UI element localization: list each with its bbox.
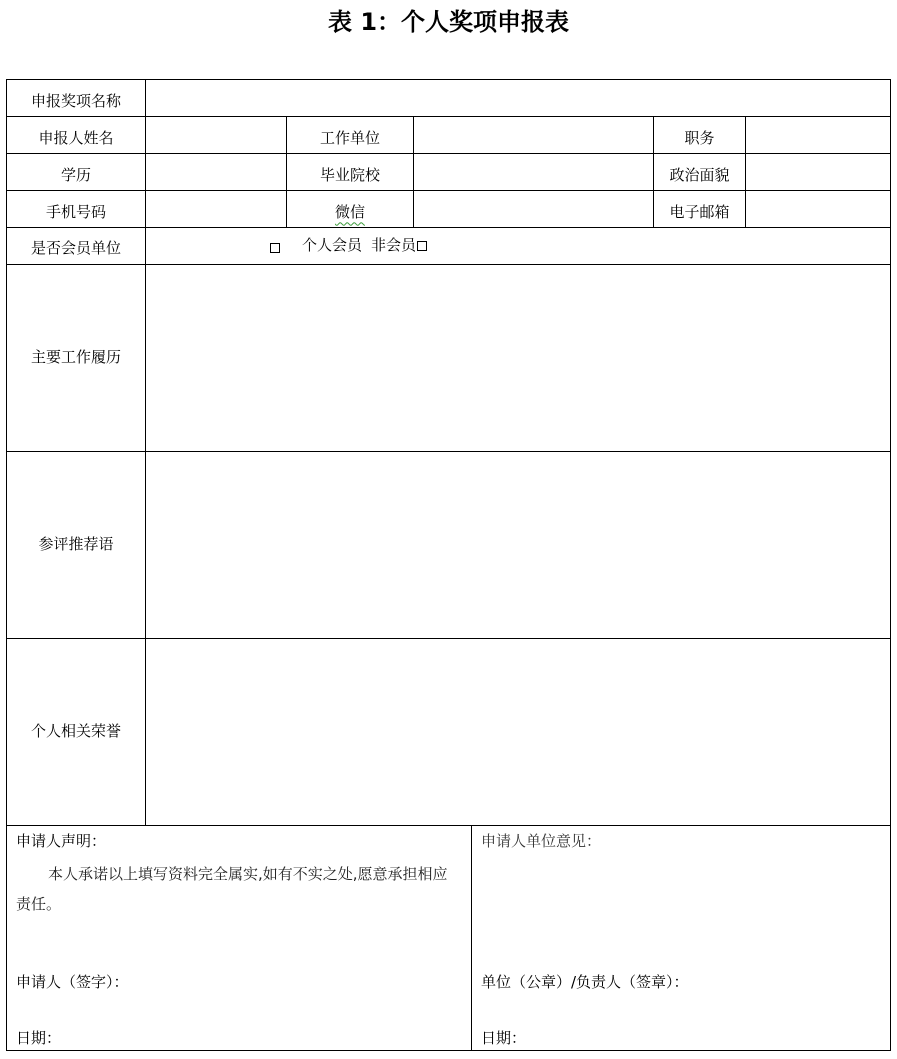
recommendation-field[interactable]: [146, 452, 891, 639]
declaration-date-label: 日期：: [16, 1029, 62, 1047]
form-title: 表 1：个人奖项申报表: [327, 8, 570, 36]
email-field[interactable]: [746, 191, 891, 228]
unit-opinion-heading: 申请人单位意见：: [481, 832, 602, 850]
individual-member-option: 个人会员: [302, 236, 363, 255]
non-member-checkbox[interactable]: [417, 241, 427, 251]
declaration-text: 本人承诺以上填写资料完全属实,如有不实之处,愿意承担相应责任。: [16, 865, 448, 913]
wechat-field[interactable]: [414, 191, 654, 228]
award-name-label: 申报奖项名称: [7, 80, 146, 117]
applicant-declaration: [7, 826, 472, 1051]
member-unit-label: 是否会员单位: [7, 228, 146, 265]
honors-field[interactable]: [146, 639, 891, 826]
unit-opinion[interactable]: [472, 826, 891, 1051]
phone-label: 手机号码: [7, 191, 146, 228]
school-field[interactable]: [414, 154, 654, 191]
political-status-label: 政治面貌: [654, 154, 746, 191]
applicant-name-field[interactable]: [146, 117, 287, 154]
award-name-field[interactable]: [146, 80, 891, 117]
unit-date-label: 日期：: [481, 1029, 527, 1047]
phone-field[interactable]: [146, 191, 287, 228]
member-unit-options: [146, 228, 891, 265]
work-history-field[interactable]: [146, 265, 891, 452]
declaration-heading: 申请人声明：: [16, 832, 107, 850]
applicant-signature-label: 申请人（签字）：: [16, 973, 129, 991]
non-member-option: 非会员: [371, 236, 417, 255]
unit-signature-label: 单位（公章）/负责人（签章）：: [481, 973, 689, 991]
political-status-field[interactable]: [746, 154, 891, 191]
work-unit-field[interactable]: [414, 117, 654, 154]
school-label: 毕业院校: [287, 154, 414, 191]
education-field[interactable]: [146, 154, 287, 191]
recommendation-label: 参评推荐语: [7, 452, 146, 639]
education-label: 学历: [7, 154, 146, 191]
honors-label: 个人相关荣誉: [7, 639, 146, 826]
email-label: 电子邮箱: [654, 191, 746, 228]
position-field[interactable]: [746, 117, 891, 154]
individual-member-checkbox[interactable]: [270, 243, 280, 253]
work-unit-label: 工作单位: [287, 117, 414, 154]
work-history-label: 主要工作履历: [7, 265, 146, 452]
wechat-label: 微信: [287, 191, 414, 228]
applicant-name-label: 申报人姓名: [7, 117, 146, 154]
position-label: 职务: [654, 117, 746, 154]
application-form: [6, 79, 891, 1051]
